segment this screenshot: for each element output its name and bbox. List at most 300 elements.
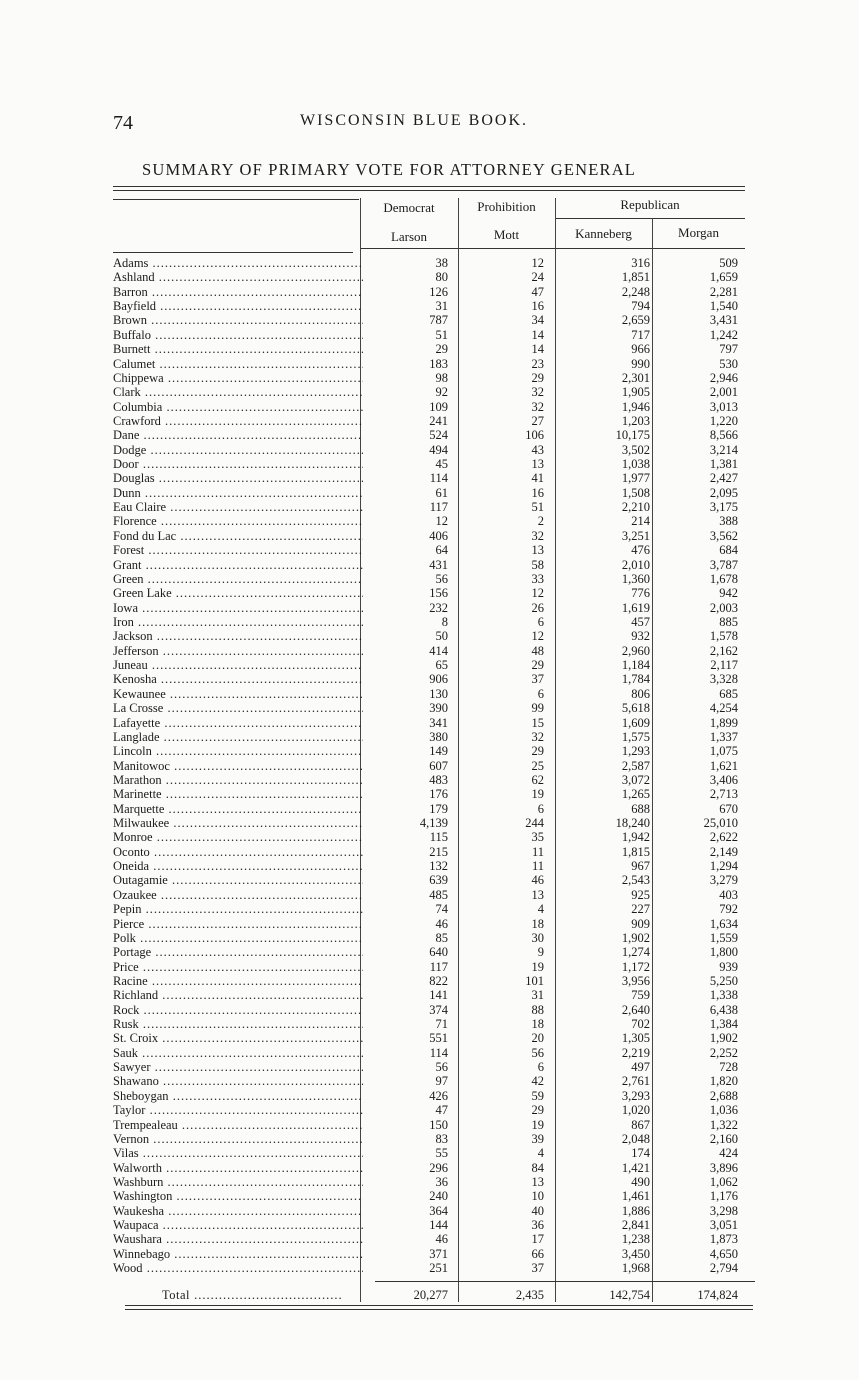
mott-votes: 47 bbox=[531, 284, 544, 299]
mott-votes: 58 bbox=[531, 557, 544, 572]
table-row bbox=[0, 400, 859, 414]
header-mott: Mott bbox=[493, 227, 520, 242]
total-label: Total ..... bbox=[162, 1288, 367, 1303]
total-row bbox=[0, 1288, 859, 1304]
county-name: Monroe ..... bbox=[113, 830, 363, 844]
kanneberg-votes: 1,184 bbox=[621, 658, 650, 673]
morgan-votes: 3,298 bbox=[709, 1203, 738, 1218]
morgan-votes: 403 bbox=[719, 887, 738, 902]
mott-votes: 11 bbox=[531, 859, 544, 874]
total-morgan: 174,824 bbox=[697, 1288, 738, 1302]
morgan-votes: 4,254 bbox=[709, 701, 738, 716]
county-name: Dodge ..... bbox=[113, 443, 363, 457]
county-name: Door ..... bbox=[113, 457, 363, 471]
morgan-votes: 1,338 bbox=[709, 988, 738, 1003]
larson-votes: 822 bbox=[429, 973, 448, 988]
kanneberg-votes: 1,274 bbox=[621, 945, 650, 960]
county-name: Portage ..... bbox=[113, 945, 363, 959]
table-row bbox=[0, 385, 859, 399]
larson-votes: 251 bbox=[429, 1261, 448, 1276]
larson-votes: 56 bbox=[435, 1060, 448, 1075]
mott-votes: 51 bbox=[531, 500, 544, 515]
top-rule bbox=[113, 186, 745, 187]
morgan-votes: 2,713 bbox=[709, 787, 738, 802]
mott-votes: 6 bbox=[537, 801, 544, 816]
county-name: Fond du Lac ..... bbox=[113, 529, 363, 543]
table-row bbox=[0, 342, 859, 356]
kanneberg-votes: 3,251 bbox=[621, 528, 650, 543]
larson-votes: 51 bbox=[435, 327, 448, 342]
larson-votes: 371 bbox=[429, 1246, 448, 1261]
table-row bbox=[0, 586, 859, 600]
table-row bbox=[0, 830, 859, 844]
county-name: Ashland ..... bbox=[113, 270, 363, 284]
mott-votes: 36 bbox=[531, 1218, 544, 1233]
mott-votes: 43 bbox=[531, 442, 544, 457]
larson-votes: 36 bbox=[435, 1175, 448, 1189]
larson-votes: 130 bbox=[429, 686, 448, 701]
morgan-votes: 1,036 bbox=[709, 1103, 738, 1118]
table-row bbox=[0, 371, 859, 385]
table-row bbox=[0, 1060, 859, 1074]
morgan-votes: 1,322 bbox=[709, 1117, 738, 1132]
mott-votes: 11 bbox=[531, 844, 544, 859]
mott-votes: 84 bbox=[531, 1160, 544, 1175]
kanneberg-votes: 2,048 bbox=[621, 1131, 650, 1146]
mott-votes: 48 bbox=[531, 643, 544, 658]
mott-votes: 34 bbox=[531, 313, 544, 328]
table-row bbox=[0, 1074, 859, 1088]
larson-votes: 179 bbox=[429, 801, 448, 816]
county-name: Buffalo ..... bbox=[113, 328, 363, 342]
total-top-rule bbox=[375, 1281, 755, 1282]
larson-votes: 71 bbox=[435, 1017, 448, 1032]
kanneberg-votes: 1,851 bbox=[621, 270, 650, 285]
larson-votes: 115 bbox=[429, 830, 448, 845]
top-rule-2 bbox=[113, 190, 745, 191]
larson-votes: 141 bbox=[429, 988, 448, 1003]
morgan-votes: 3,175 bbox=[709, 500, 738, 515]
morgan-votes: 685 bbox=[719, 686, 738, 701]
county-name: Jefferson ..... bbox=[113, 644, 363, 658]
larson-votes: 341 bbox=[429, 715, 448, 730]
larson-votes: 240 bbox=[429, 1189, 448, 1204]
table-row bbox=[0, 1175, 859, 1189]
county-name: Brown ..... bbox=[113, 313, 363, 327]
mott-votes: 6 bbox=[537, 614, 544, 629]
mott-votes: 40 bbox=[531, 1203, 544, 1218]
morgan-votes: 6,438 bbox=[709, 1002, 738, 1017]
kanneberg-votes: 5,618 bbox=[621, 701, 650, 716]
table-row bbox=[0, 313, 859, 327]
kanneberg-votes: 2,301 bbox=[621, 370, 650, 385]
table-row bbox=[0, 1118, 859, 1132]
larson-votes: 640 bbox=[429, 945, 448, 960]
larson-votes: 126 bbox=[429, 284, 448, 299]
morgan-votes: 3,051 bbox=[709, 1218, 738, 1233]
mott-votes: 39 bbox=[531, 1131, 544, 1146]
morgan-votes: 388 bbox=[719, 514, 738, 529]
larson-votes: 12 bbox=[435, 514, 448, 529]
mott-votes: 29 bbox=[531, 1103, 544, 1118]
county-name: Florence ..... bbox=[113, 514, 363, 528]
county-name: Price ..... bbox=[113, 960, 363, 974]
kanneberg-votes: 2,543 bbox=[621, 873, 650, 888]
table-row bbox=[0, 414, 859, 428]
county-name: Pepin ..... bbox=[113, 902, 363, 916]
mott-votes: 6 bbox=[537, 686, 544, 701]
kanneberg-votes: 497 bbox=[631, 1060, 650, 1075]
county-name: Outagamie ..... bbox=[113, 873, 363, 887]
county-name: Bayfield ..... bbox=[113, 299, 363, 313]
table-row bbox=[0, 960, 859, 974]
mott-votes: 13 bbox=[531, 457, 544, 472]
larson-votes: 241 bbox=[429, 413, 448, 428]
kanneberg-votes: 476 bbox=[631, 543, 650, 558]
kanneberg-votes: 966 bbox=[631, 342, 650, 357]
morgan-votes: 2,427 bbox=[709, 471, 738, 486]
larson-votes: 83 bbox=[435, 1131, 448, 1146]
mott-votes: 29 bbox=[531, 744, 544, 759]
morgan-votes: 2,252 bbox=[709, 1045, 738, 1060]
morgan-votes: 885 bbox=[719, 614, 738, 629]
larson-votes: 406 bbox=[429, 528, 448, 543]
kanneberg-votes: 1,902 bbox=[621, 930, 650, 945]
mott-votes: 4 bbox=[537, 1146, 544, 1161]
table-row bbox=[0, 802, 859, 816]
larson-votes: 374 bbox=[429, 1002, 448, 1017]
table-row bbox=[0, 1132, 859, 1146]
table-row bbox=[0, 644, 859, 658]
morgan-votes: 1,176 bbox=[709, 1189, 738, 1204]
larson-votes: 414 bbox=[429, 643, 448, 658]
morgan-votes: 1,578 bbox=[709, 629, 738, 644]
page-number: 74 bbox=[113, 112, 133, 134]
morgan-votes: 3,328 bbox=[709, 672, 738, 687]
mott-votes: 14 bbox=[531, 327, 544, 342]
morgan-votes: 3,896 bbox=[709, 1160, 738, 1175]
stub-rule bbox=[113, 199, 359, 200]
county-name: Rusk ..... bbox=[113, 1017, 363, 1031]
county-name: Burnett ..... bbox=[113, 342, 363, 356]
kanneberg-votes: 3,502 bbox=[621, 442, 650, 457]
county-name: Langlade ..... bbox=[113, 730, 363, 744]
kanneberg-votes: 1,609 bbox=[621, 715, 650, 730]
larson-votes: 8 bbox=[441, 614, 448, 629]
mott-votes: 24 bbox=[531, 270, 544, 285]
header-republican: Republican bbox=[620, 197, 680, 212]
morgan-votes: 1,384 bbox=[709, 1017, 738, 1032]
county-name: Jackson ..... bbox=[113, 629, 363, 643]
larson-votes: 144 bbox=[429, 1218, 448, 1233]
county-name: Walworth ..... bbox=[113, 1161, 363, 1175]
mott-votes: 29 bbox=[531, 370, 544, 385]
mott-votes: 20 bbox=[531, 1031, 544, 1046]
county-name: Polk ..... bbox=[113, 931, 363, 945]
county-name: Trempealeau ..... bbox=[113, 1118, 363, 1132]
mott-votes: 9 bbox=[537, 945, 544, 960]
larson-votes: 485 bbox=[429, 887, 448, 902]
table-row bbox=[0, 974, 859, 988]
morgan-votes: 3,787 bbox=[709, 557, 738, 572]
kanneberg-votes: 932 bbox=[631, 629, 650, 644]
larson-votes: 364 bbox=[429, 1203, 448, 1218]
table-row bbox=[0, 601, 859, 615]
table-row bbox=[0, 328, 859, 342]
kanneberg-votes: 1,942 bbox=[621, 830, 650, 845]
morgan-votes: 2,688 bbox=[709, 1088, 738, 1103]
county-name: Waushara ..... bbox=[113, 1232, 363, 1246]
table-row bbox=[0, 299, 859, 313]
kanneberg-votes: 2,248 bbox=[621, 284, 650, 299]
larson-votes: 47 bbox=[435, 1103, 448, 1118]
larson-votes: 426 bbox=[429, 1088, 448, 1103]
larson-votes: 232 bbox=[429, 600, 448, 615]
county-name: Forest ..... bbox=[113, 543, 363, 557]
table-row bbox=[0, 730, 859, 744]
morgan-votes: 1,062 bbox=[709, 1175, 738, 1189]
header-bottom-rule bbox=[360, 248, 745, 249]
morgan-votes: 2,001 bbox=[709, 385, 738, 400]
larson-votes: 38 bbox=[435, 256, 448, 270]
larson-votes: 65 bbox=[435, 658, 448, 673]
mott-votes: 19 bbox=[531, 787, 544, 802]
larson-votes: 906 bbox=[429, 672, 448, 687]
table-row bbox=[0, 1247, 859, 1261]
morgan-votes: 1,634 bbox=[709, 916, 738, 931]
larson-votes: 114 bbox=[429, 471, 448, 486]
morgan-votes: 8,566 bbox=[709, 428, 738, 443]
table-row bbox=[0, 270, 859, 284]
mott-votes: 30 bbox=[531, 930, 544, 945]
larson-votes: 494 bbox=[429, 442, 448, 457]
morgan-votes: 3,431 bbox=[709, 313, 738, 328]
table-row bbox=[0, 902, 859, 916]
larson-votes: 117 bbox=[429, 500, 448, 515]
county-name: Lincoln ..... bbox=[113, 744, 363, 758]
county-name: Richland ..... bbox=[113, 988, 363, 1002]
county-name: Waukesha ..... bbox=[113, 1204, 363, 1218]
mott-votes: 26 bbox=[531, 600, 544, 615]
morgan-votes: 3,013 bbox=[709, 399, 738, 414]
table-row bbox=[0, 1232, 859, 1246]
morgan-votes: 2,003 bbox=[709, 600, 738, 615]
larson-votes: 183 bbox=[429, 356, 448, 371]
morgan-votes: 728 bbox=[719, 1060, 738, 1075]
morgan-votes: 1,659 bbox=[709, 270, 738, 285]
table-row bbox=[0, 1089, 859, 1103]
larson-votes: 176 bbox=[429, 787, 448, 802]
table-row bbox=[0, 1003, 859, 1017]
table-row bbox=[0, 1161, 859, 1175]
table-row bbox=[0, 873, 859, 887]
county-name: Chippewa ..... bbox=[113, 371, 363, 385]
table-row bbox=[0, 572, 859, 586]
larson-votes: 149 bbox=[429, 744, 448, 759]
mott-votes: 18 bbox=[531, 916, 544, 931]
kanneberg-votes: 990 bbox=[631, 356, 650, 371]
mott-votes: 41 bbox=[531, 471, 544, 486]
morgan-votes: 1,075 bbox=[709, 744, 738, 759]
table-row bbox=[0, 845, 859, 859]
bottom-rule-2 bbox=[125, 1309, 753, 1310]
table-row bbox=[0, 945, 859, 959]
mott-votes: 27 bbox=[531, 413, 544, 428]
kanneberg-votes: 1,946 bbox=[621, 399, 650, 414]
larson-votes: 483 bbox=[429, 772, 448, 787]
kanneberg-votes: 3,072 bbox=[621, 772, 650, 787]
county-name: Green Lake ..... bbox=[113, 586, 363, 600]
larson-votes: 45 bbox=[435, 457, 448, 472]
mott-votes: 66 bbox=[531, 1246, 544, 1261]
morgan-votes: 2,117 bbox=[710, 658, 738, 673]
morgan-votes: 797 bbox=[719, 342, 738, 357]
county-name: Vilas ..... bbox=[113, 1146, 363, 1160]
kanneberg-votes: 1,360 bbox=[621, 571, 650, 586]
kanneberg-votes: 2,010 bbox=[621, 557, 650, 572]
table-row bbox=[0, 514, 859, 528]
county-name: Adams ..... bbox=[113, 256, 363, 270]
kanneberg-votes: 2,659 bbox=[621, 313, 650, 328]
mott-votes: 16 bbox=[531, 299, 544, 314]
mott-votes: 29 bbox=[531, 658, 544, 673]
county-name: Crawford ..... bbox=[113, 414, 363, 428]
mott-votes: 35 bbox=[531, 830, 544, 845]
morgan-votes: 25,010 bbox=[703, 816, 738, 831]
table-row bbox=[0, 1146, 859, 1160]
table-row bbox=[0, 1204, 859, 1218]
mott-votes: 101 bbox=[525, 973, 544, 988]
mott-votes: 10 bbox=[531, 1189, 544, 1204]
morgan-votes: 1,800 bbox=[709, 945, 738, 960]
larson-votes: 80 bbox=[435, 270, 448, 285]
table-title: SUMMARY OF PRIMARY VOTE FOR ATTORNEY GENERAL bbox=[142, 160, 637, 179]
kanneberg-votes: 2,219 bbox=[621, 1045, 650, 1060]
larson-votes: 55 bbox=[435, 1146, 448, 1161]
table-row bbox=[0, 558, 859, 572]
morgan-votes: 530 bbox=[719, 356, 738, 371]
mott-votes: 4 bbox=[537, 902, 544, 917]
kanneberg-votes: 10,175 bbox=[615, 428, 650, 443]
table-row bbox=[0, 773, 859, 787]
table-row bbox=[0, 615, 859, 629]
morgan-votes: 939 bbox=[719, 959, 738, 974]
table-row bbox=[0, 658, 859, 672]
mott-votes: 2 bbox=[537, 514, 544, 529]
mott-votes: 15 bbox=[531, 715, 544, 730]
county-name: St. Croix ..... bbox=[113, 1031, 363, 1045]
morgan-votes: 1,678 bbox=[709, 571, 738, 586]
morgan-votes: 1,337 bbox=[709, 729, 738, 744]
morgan-votes: 3,406 bbox=[709, 772, 738, 787]
mott-votes: 32 bbox=[531, 528, 544, 543]
kanneberg-votes: 688 bbox=[631, 801, 650, 816]
kanneberg-votes: 2,761 bbox=[621, 1074, 650, 1089]
header-morgan: Morgan bbox=[678, 225, 719, 240]
mott-votes: 56 bbox=[531, 1045, 544, 1060]
morgan-votes: 942 bbox=[719, 586, 738, 601]
county-name: Marquette ..... bbox=[113, 802, 363, 816]
county-name: Pierce ..... bbox=[113, 917, 363, 931]
kanneberg-votes: 1,305 bbox=[621, 1031, 650, 1046]
mott-votes: 14 bbox=[531, 342, 544, 357]
mott-votes: 12 bbox=[531, 256, 544, 270]
larson-votes: 61 bbox=[435, 485, 448, 500]
morgan-votes: 792 bbox=[719, 902, 738, 917]
county-name: Barron ..... bbox=[113, 285, 363, 299]
kanneberg-votes: 1,238 bbox=[621, 1232, 650, 1247]
larson-votes: 46 bbox=[435, 1232, 448, 1247]
header-democrat: Democrat bbox=[383, 200, 435, 215]
table-row bbox=[0, 1218, 859, 1232]
mott-votes: 12 bbox=[531, 586, 544, 601]
kanneberg-votes: 1,968 bbox=[621, 1261, 650, 1276]
county-name: Manitowoc ..... bbox=[113, 759, 363, 773]
kanneberg-votes: 1,265 bbox=[621, 787, 650, 802]
table-row bbox=[0, 256, 859, 270]
county-name: Taylor ..... bbox=[113, 1103, 363, 1117]
kanneberg-votes: 967 bbox=[631, 859, 650, 874]
kanneberg-votes: 717 bbox=[631, 327, 650, 342]
morgan-votes: 670 bbox=[719, 801, 738, 816]
morgan-votes: 1,381 bbox=[709, 457, 738, 472]
county-name: Winnebago ..... bbox=[113, 1247, 363, 1261]
morgan-votes: 2,794 bbox=[709, 1261, 738, 1276]
mott-votes: 17 bbox=[531, 1232, 544, 1247]
county-name: Iowa ..... bbox=[113, 601, 363, 615]
kanneberg-votes: 1,508 bbox=[621, 485, 650, 500]
county-name: Columbia ..... bbox=[113, 400, 363, 414]
larson-votes: 524 bbox=[429, 428, 448, 443]
county-name: Sheboygan ..... bbox=[113, 1089, 363, 1103]
larson-votes: 85 bbox=[435, 930, 448, 945]
morgan-votes: 2,162 bbox=[709, 643, 738, 658]
kanneberg-votes: 2,841 bbox=[621, 1218, 650, 1233]
kanneberg-votes: 1,784 bbox=[621, 672, 650, 687]
mott-votes: 16 bbox=[531, 485, 544, 500]
county-name: Marinette ..... bbox=[113, 787, 363, 801]
total-kanneberg: 142,754 bbox=[609, 1288, 650, 1302]
total-mott: 2,435 bbox=[515, 1288, 544, 1302]
table-row bbox=[0, 716, 859, 730]
table-row bbox=[0, 1046, 859, 1060]
header-prohibition: Prohibition bbox=[477, 199, 536, 214]
county-name: Milwaukee ..... bbox=[113, 816, 363, 830]
table-row bbox=[0, 357, 859, 371]
morgan-votes: 1,873 bbox=[709, 1232, 738, 1247]
table-row bbox=[0, 285, 859, 299]
morgan-votes: 2,149 bbox=[709, 844, 738, 859]
table-row bbox=[0, 988, 859, 1002]
county-name: Juneau ..... bbox=[113, 658, 363, 672]
kanneberg-votes: 867 bbox=[631, 1117, 650, 1132]
table-row bbox=[0, 443, 859, 457]
morgan-votes: 509 bbox=[719, 256, 738, 270]
kanneberg-votes: 2,960 bbox=[621, 643, 650, 658]
mott-votes: 59 bbox=[531, 1088, 544, 1103]
larson-votes: 156 bbox=[429, 586, 448, 601]
bottom-rule bbox=[125, 1305, 753, 1306]
table-row bbox=[0, 1031, 859, 1045]
kanneberg-votes: 2,640 bbox=[621, 1002, 650, 1017]
table-row bbox=[0, 1261, 859, 1275]
kanneberg-votes: 1,020 bbox=[621, 1103, 650, 1118]
mott-votes: 42 bbox=[531, 1074, 544, 1089]
morgan-votes: 3,214 bbox=[709, 442, 738, 457]
larson-votes: 639 bbox=[429, 873, 448, 888]
larson-votes: 74 bbox=[435, 902, 448, 917]
running-head: WISCONSIN BLUE BOOK. bbox=[300, 112, 528, 129]
